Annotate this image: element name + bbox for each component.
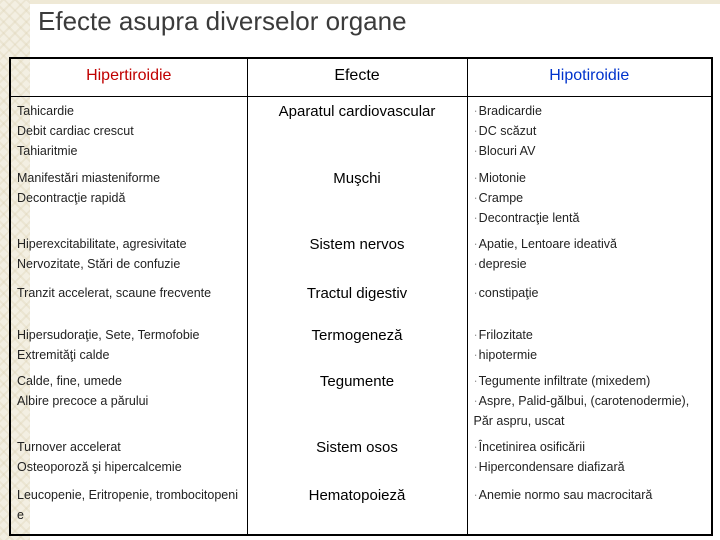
list-item: Osteoporoză şi hipercalcemie — [17, 460, 182, 474]
effect-cell: Termogeneză — [247, 321, 467, 367]
list-item: · Bradicardie — [474, 101, 706, 121]
list-item: · Tegumente infiltrate (mixedem) — [474, 371, 706, 391]
list-item: Extremităţi calde — [17, 348, 110, 362]
list-item: Debit cardiac crescut — [17, 123, 134, 138]
hypo-cell — [467, 433, 712, 481]
list-item: Tahicardie — [17, 103, 74, 118]
list-item: Calde, fine, umede — [17, 374, 122, 388]
hypo-cell — [467, 230, 712, 279]
list-item: · Hipercondensare diafizară — [474, 457, 706, 477]
hypo-cell — [467, 96, 712, 164]
list-item: · Anemie normo sau macrocitară — [474, 485, 706, 505]
top-decoration — [0, 0, 720, 4]
list-item: · Blocuri AV — [474, 141, 706, 161]
effect-cell: Muşchi — [247, 164, 467, 230]
list-item: · Frilozitate — [474, 325, 706, 345]
list-item: · Crampe — [474, 188, 706, 208]
hypo-cell — [467, 481, 712, 535]
table-row — [10, 367, 712, 433]
table-row — [10, 433, 712, 481]
list-item: Nervozitate, Stări de confuzie — [17, 257, 181, 271]
list-item: Leucopenie, Eritropenie, trombocitopenie — [17, 488, 238, 522]
effect-cell: Hematopoieză — [247, 481, 467, 535]
list-item: Turnover accelerat — [17, 440, 121, 454]
list-item: Albire precoce a părului — [17, 394, 149, 408]
table-row — [10, 321, 712, 367]
hyper-cell — [10, 230, 247, 279]
hyper-cell — [10, 164, 247, 230]
list-item: Hipersudoraţie, Sete, Termofobie — [17, 328, 200, 342]
effect-cell: Tractul digestiv — [247, 279, 467, 321]
table-row — [10, 230, 712, 279]
list-item: Tahiaritmie — [17, 143, 78, 158]
list-item: Decontracţie rapidă — [17, 191, 126, 205]
slide-title: Efecte asupra diverselor organe — [38, 6, 407, 36]
list-item: · depresie — [474, 254, 706, 274]
list-item: Tranzit accelerat, scaune frecvente — [17, 286, 212, 300]
hyper-cell — [10, 96, 247, 164]
effects-table — [9, 57, 713, 536]
hypo-cell — [467, 164, 712, 230]
hyper-cell — [10, 433, 247, 481]
table-row — [10, 279, 712, 321]
list-item: · DC scăzut — [474, 121, 706, 141]
header-efecte: Efecte — [247, 58, 467, 96]
hyper-cell — [10, 367, 247, 433]
table-row — [10, 164, 712, 230]
table-row — [10, 96, 712, 164]
list-item: · Aspre, Palid-gălbui, (carotenodermie), Păr aspru, uscat — [474, 391, 706, 431]
list-item: · Încetinirea osificării — [474, 437, 706, 457]
hypo-cell — [467, 279, 712, 321]
list-item: · Apatie, Lentoare ideativă — [474, 234, 706, 254]
table-row — [10, 481, 712, 535]
hypo-cell — [467, 367, 712, 433]
list-item: · constipaţie — [474, 283, 706, 303]
header-hipertiroidie: Hipertiroidie — [10, 58, 247, 96]
list-item: · hipotermie — [474, 345, 706, 365]
header-hipotiroidie: Hipotiroidie — [467, 58, 712, 96]
list-item: Manifestări miasteniforme — [17, 171, 161, 185]
effect-cell: Sistem osos — [247, 433, 467, 481]
table-header-row — [10, 58, 712, 96]
list-item: · Decontracţie lentă — [474, 208, 706, 228]
hypo-cell — [467, 321, 712, 367]
effect-cell: Tegumente — [247, 367, 467, 433]
effect-cell: Sistem nervos — [247, 230, 467, 279]
list-item: · Miotonie — [474, 168, 706, 188]
hyper-cell — [10, 481, 247, 535]
hyper-cell — [10, 279, 247, 321]
hyper-cell — [10, 321, 247, 367]
list-item: Hiperexcitabilitate, agresivitate — [17, 237, 187, 251]
effect-cell: Aparatul cardiovascular — [247, 96, 467, 164]
